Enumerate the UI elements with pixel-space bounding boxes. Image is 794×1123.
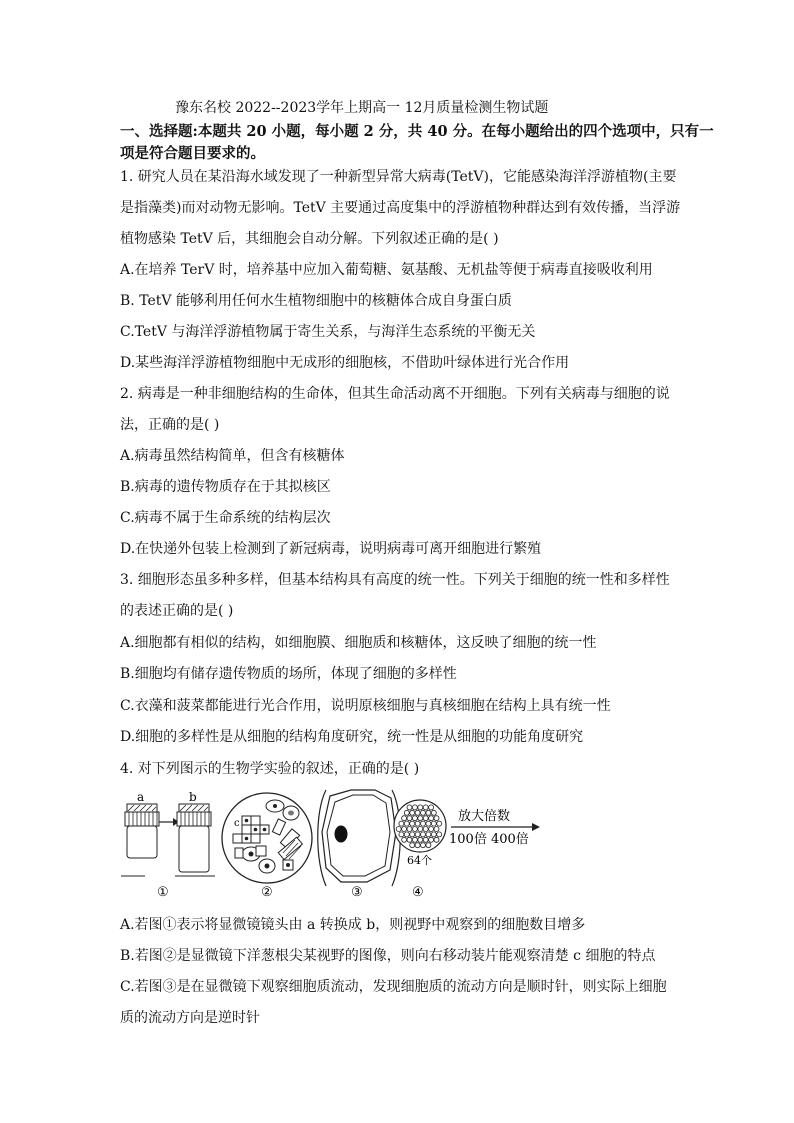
cell-dot bbox=[402, 827, 407, 832]
q3-option-a: A.细胞都有相似的结构，如细胞膜、细胞质和核糖体，这反映了细胞的统一性 bbox=[120, 635, 597, 651]
cell-dot bbox=[407, 827, 412, 832]
cell-dot bbox=[421, 832, 426, 837]
cell-dot bbox=[404, 821, 409, 826]
cell-dot bbox=[426, 843, 431, 848]
cell-dot bbox=[399, 832, 404, 837]
cell-dot bbox=[418, 827, 423, 832]
cell-count-label: 64个 bbox=[407, 854, 432, 867]
panel4-number: ④ bbox=[412, 885, 424, 900]
lens-a-barrel bbox=[127, 826, 157, 858]
cell-dot bbox=[410, 843, 415, 848]
cell-dot bbox=[421, 810, 426, 815]
cell-dot bbox=[412, 805, 417, 810]
cell-dot bbox=[434, 816, 439, 821]
q2-stem-line-1: 2. 病毒是一种非细胞结构的生命体，但其生命活动离不开细胞。下列有关病毒与细胞的说 bbox=[120, 386, 670, 402]
cell-dot bbox=[426, 821, 431, 826]
q2-option-d: D.在快递外包装上检测到了新冠病毒，说明病毒可离开细胞进行繁殖 bbox=[120, 541, 542, 557]
cell-dot bbox=[431, 821, 436, 826]
cell-dot bbox=[429, 837, 434, 842]
panel3-plant-cell bbox=[318, 790, 401, 900]
q1-stem-line-1: 1. 研究人员在某沿海水域发现了一种新型异常大病毒(TetV)，它能感染海洋浮游植物(主要 bbox=[120, 169, 677, 185]
cell-dot bbox=[399, 821, 404, 826]
cell-dot bbox=[423, 827, 428, 832]
cell-dot bbox=[410, 832, 415, 837]
cell-dot bbox=[423, 805, 428, 810]
cell-dot bbox=[410, 810, 415, 815]
panel2-root-tip-view bbox=[222, 793, 312, 900]
q4-experiment-figure bbox=[115, 786, 545, 900]
cell-dot bbox=[429, 805, 434, 810]
lens-b-label: b bbox=[189, 790, 197, 804]
q1-option-a: A.在培养 TerV 时，培养基中应加入葡萄糖、氨基酸、无机盐等便于病毒直接吸收利用 bbox=[120, 262, 653, 278]
panel4-cell-count-view bbox=[394, 800, 540, 900]
section-heading-line-1: 一、选择题:本题共 20 小题，每小题 2 分，共 40 分。在每小题给出的四个选项中，只有一 bbox=[120, 123, 714, 140]
cell-dot bbox=[418, 837, 423, 842]
q1-option-c: C.TetV 与海洋浮游植物属于寄生关系，与海洋生态系统的平衡无关 bbox=[120, 324, 536, 340]
q2-option-c: C.病毒不属于生命系统的结构层次 bbox=[120, 510, 331, 526]
lens-a-knurled-collar bbox=[125, 812, 159, 826]
q3-stem-line-2: 的表述正确的是( ) bbox=[120, 603, 234, 619]
q3-stem-line-1: 3. 细胞形态虽多种多样，但基本结构具有高度的统一性。下列关于细胞的统一性和多样性 bbox=[120, 572, 670, 588]
cell-dot bbox=[434, 837, 439, 842]
cell-dot bbox=[434, 827, 439, 832]
cell-dot bbox=[429, 827, 434, 832]
q1-option-d: D.某些海洋浮游植物细胞中无成形的细胞核，不借助叶绿体进行光合作用 bbox=[120, 355, 570, 371]
cell-dot bbox=[402, 816, 407, 821]
cell-dot bbox=[437, 832, 442, 837]
cell-dot bbox=[412, 816, 417, 821]
cell-dot bbox=[404, 832, 409, 837]
panel1-number: ① bbox=[157, 885, 169, 900]
cell-dot bbox=[431, 832, 436, 837]
magnification-arrow-icon bbox=[532, 823, 540, 831]
panel1-objective-lenses bbox=[121, 790, 215, 900]
cell-dot bbox=[429, 816, 434, 821]
q1-stem-line-3: 植物感染 TetV 后，其细胞会自动分解。下列叙述正确的是( ) bbox=[120, 231, 499, 247]
cell-dot bbox=[421, 843, 426, 848]
cell-dot bbox=[404, 810, 409, 815]
q4-option-c-line-1: C.若图③是在显微镜下观察细胞质流动，发现细胞质的流动方向是顺时针，则实际上细胞 bbox=[120, 979, 667, 995]
cell-dot bbox=[423, 816, 428, 821]
cell-dot bbox=[418, 816, 423, 821]
cell-dot bbox=[407, 805, 412, 810]
q1-stem-line-2: 是指藻类)而对动物无影响。TetV 主要通过高度集中的浮游植物种群达到有效传播，当浮游 bbox=[120, 200, 681, 216]
cell-dot bbox=[410, 821, 415, 826]
cell-dot bbox=[402, 837, 407, 842]
magnification-values: 100倍 400倍 bbox=[449, 832, 529, 847]
q1-option-b: B. TetV 能够利用任何水生植物细胞中的核糖体合成自身蛋白质 bbox=[120, 293, 512, 309]
nucleus bbox=[335, 826, 348, 843]
cell-c-label: c bbox=[234, 818, 240, 829]
cell-dot bbox=[415, 821, 420, 826]
q4-option-c-line-2: 质的流动方向是逆时针 bbox=[120, 1010, 260, 1026]
cell-dot bbox=[418, 805, 423, 810]
q3-option-b: B.细胞均有储存遗传物质的场所，体现了细胞的多样性 bbox=[120, 666, 457, 682]
cell-dot bbox=[412, 827, 417, 832]
cell-dot bbox=[423, 837, 428, 842]
exam-title: 豫东名校 2022--2023学年上期高一 12月质量检测生物试题 bbox=[175, 100, 549, 116]
section-heading-line-2: 项是符合题目要求的。 bbox=[120, 145, 265, 162]
cell-dot bbox=[415, 810, 420, 815]
q3-option-d: D.细胞的多样性是从细胞的结构角度研究，统一性是从细胞的功能角度研究 bbox=[120, 729, 584, 745]
cell-dot bbox=[431, 810, 436, 815]
q2-option-b: B.病毒的遗传物质存在于其拟核区 bbox=[120, 479, 331, 495]
lens-b-knurled-collar bbox=[177, 812, 211, 826]
q2-option-a: A.病毒虽然结构简单，但含有核糖体 bbox=[120, 448, 345, 464]
q4-stem: 4. 对下列图示的生物学实验的叙述，正确的是( ) bbox=[120, 761, 420, 777]
q2-stem-line-2: 法，正确的是( ) bbox=[120, 417, 220, 433]
q4-option-a: A.若图①表示将显微镜镜头由 a 转换成 b，则视野中观察到的细胞数目增多 bbox=[120, 917, 586, 933]
cell-dot bbox=[412, 837, 417, 842]
panel3-number: ③ bbox=[351, 885, 363, 900]
cell-dot bbox=[415, 832, 420, 837]
cell-dot bbox=[426, 832, 431, 837]
magnification-title: 放大倍数 bbox=[458, 809, 511, 824]
panel2-number: ② bbox=[261, 885, 273, 900]
lens-b-barrel bbox=[179, 826, 209, 872]
cell-dot bbox=[396, 827, 401, 832]
cell-dot bbox=[421, 821, 426, 826]
cell-dot bbox=[437, 821, 442, 826]
q3-option-c: C.衣藻和菠菜都能进行光合作用，说明原核细胞与真核细胞在结构上具有统一性 bbox=[120, 698, 611, 714]
cell-dot bbox=[415, 843, 420, 848]
q4-option-b: B.若图②是显微镜下洋葱根尖某视野的图像，则向右移动装片能观察清楚 c 细胞的特点 bbox=[120, 948, 656, 964]
cell-dot bbox=[407, 816, 412, 821]
cell-dot bbox=[426, 810, 431, 815]
cell-dot bbox=[407, 837, 412, 842]
lens-a-label: a bbox=[137, 790, 145, 804]
